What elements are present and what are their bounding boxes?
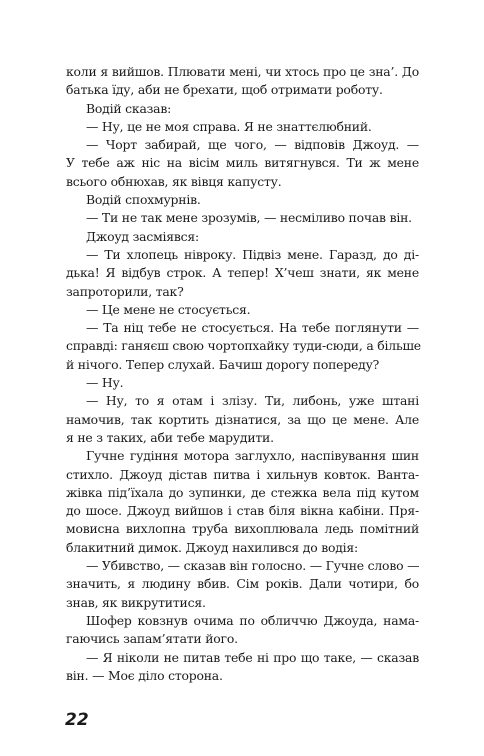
text-line: Водій спохмурнів.: [86, 192, 201, 208]
text-line: стихло. Джоуд дістав питва і хильнув ковток. Ванта-: [66, 466, 419, 482]
page-number: 22: [65, 710, 89, 730]
text-line: — Це мене не стосується.: [86, 301, 251, 317]
text-line: намочив, так кортить дізнатися, за що це мене. Але: [66, 411, 419, 427]
text-line: всього обнюхав, як вівця капусту.: [66, 173, 282, 189]
text-line: Джоуд засміявся:: [86, 228, 199, 244]
text-line: Шофер ковзнув очима по обличчю Джоуда, нама-: [86, 612, 419, 628]
text-line: — Ну, це не моя справа. Я не знаттєлюбний.: [86, 118, 372, 134]
text-line: — Ну, то я отам і злізу. Ти, либонь, уже штані: [86, 393, 419, 409]
text-line: він. — Моє діло сторона.: [66, 667, 223, 683]
text-line: гаючись запам’ятати його.: [66, 631, 238, 647]
text-line: Водій сказав:: [86, 100, 172, 116]
text-line: й нічого. Тепер слухай. Бачиш дорогу попереду?: [66, 356, 380, 372]
text-line: — Чорт забирай, ще чого, — відповів Джоуд. —: [86, 137, 419, 153]
text-line: — Я ніколи не питав тебе ні про що таке, — сказав: [86, 649, 419, 665]
text-line: знав, як викрутитися.: [66, 594, 206, 610]
text-line: — Ти не так мене зрозумів, — несміливо почав він.: [86, 210, 412, 226]
text-line: — Ти хлопець нівроку. Підвіз мене. Гаразд, до ді-: [86, 246, 419, 262]
text-line: — Та ніц тебе не стосується. На тебе поглянути —: [86, 320, 419, 336]
text-line: — Ну.: [86, 375, 124, 391]
text-line: мовисна вихлопна труба вихоплювала ледь помітний: [66, 521, 419, 537]
text-line: Гучне гудіння мотора заглухло, наспівування шин: [86, 448, 419, 464]
text-line: я не з таких, аби тебе марудити.: [66, 429, 274, 445]
text-line: до шосе. Джоуд вийшов і став біля вікна кабіни. Пря-: [66, 503, 419, 519]
text-line: У тебе аж ніс на вісім миль витягнувся. Ти ж мене: [66, 155, 419, 171]
text-line: запроторили, так?: [66, 283, 184, 299]
text-line: дька! Я відбув строк. А тепер! Х’чеш знати, як мене: [66, 265, 419, 281]
text-line: — Убивство, — сказав він голосно. — Гучне слово —: [86, 558, 420, 574]
text-line: значить, я людину вбив. Сім років. Дали чотири, бо: [66, 576, 419, 592]
page-text: [66, 63, 419, 685]
text-line: справді: ганяєш свою чортопхайку туди-сюди, а більше: [66, 338, 421, 354]
text-line: коли я вийшов. Плювати мені, чи хтось про це зна’. До: [66, 64, 419, 79]
text-line: блакитний димок. Джоуд нахилився до водія:: [66, 539, 359, 555]
text-line: жівка під’їхала до зупинки, де стежка вела під кутом: [66, 484, 419, 500]
text-line: батька їду, аби не брехати, щоб отримати роботу.: [66, 82, 383, 98]
